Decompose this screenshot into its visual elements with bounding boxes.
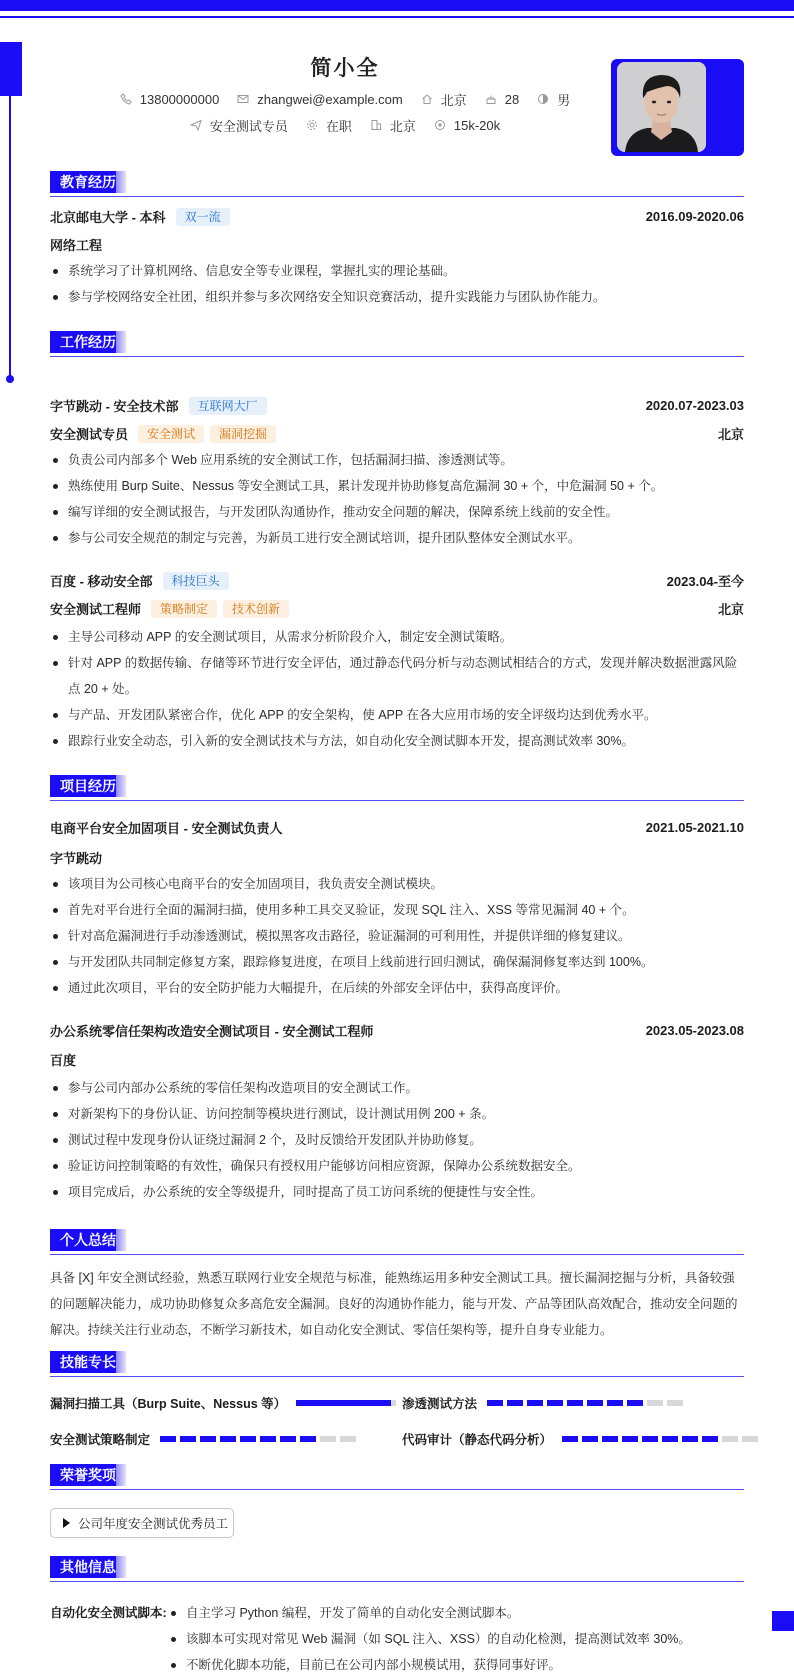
project-row: [50, 1021, 744, 1040]
home-icon: [421, 93, 433, 105]
skill-dot: [527, 1400, 543, 1406]
skill-level-dots: [562, 1436, 762, 1442]
skill-dot: [160, 1436, 176, 1442]
status-item: [306, 116, 352, 135]
triangle-icon: [63, 1518, 70, 1528]
section-tag-fade: [116, 331, 126, 353]
company-tag: 互联网大厂: [189, 397, 267, 415]
company-tag: 科技巨头: [163, 572, 229, 590]
gender-text: 男: [557, 92, 571, 108]
skill-item: [50, 1393, 396, 1413]
email-item: [237, 92, 402, 107]
list-item: 对新架构下的身份认证、访问控制等模块进行测试，设计测试用例 200 + 条。: [50, 1101, 744, 1127]
section-rule: [50, 1376, 744, 1377]
major-name: 网络工程: [50, 238, 103, 253]
skill-dot: [627, 1400, 643, 1406]
hometown-item: [421, 90, 467, 109]
skill-dot: [582, 1436, 598, 1442]
position-text: 安全测试专员: [209, 118, 288, 134]
section-tag-fade: [116, 775, 126, 797]
job-intent-row: [50, 112, 640, 138]
send-icon: [190, 119, 202, 131]
section-tag: 个人总结: [50, 1229, 126, 1251]
company-name: 百度 - 移动安全部: [50, 574, 153, 589]
skill-dot: [587, 1400, 603, 1406]
project-period: 2023.05-2023.08: [645, 1023, 744, 1038]
skill-dot: [340, 1436, 356, 1442]
project-row: [50, 818, 744, 837]
project-name: 办公系统零信任架构改造安全测试项目 - 安全测试工程师: [50, 1024, 374, 1039]
skill-dot: [682, 1436, 698, 1442]
section-title-honors: [50, 1464, 744, 1490]
list-item: 参与公司安全规范的制定与完善，为新员工进行安全测试培训，提升团队整体安全测试水平。: [50, 525, 744, 551]
major-row: [50, 235, 744, 254]
list-item: 参与学校网络安全社团，组织并参与多次网络安全知识竞赛活动，提升实践能力与团队协作能力。: [50, 284, 744, 310]
list-item: 不断优化脚本功能，目前已在公司内部小规模试用，获得同事好评。: [168, 1652, 744, 1678]
list-item: 跟踪行业安全动态，引入新的安全测试技术与方法，如自动化安全测试脚本开发，提高测试效率 30%。: [50, 728, 744, 754]
left-accent-dot: [6, 375, 14, 383]
skill-dot: [622, 1436, 638, 1442]
top-accent-bar: [0, 0, 794, 11]
role-tag: 安全测试: [138, 425, 204, 443]
job-location: 北京: [717, 427, 744, 442]
skill-label: 代码审计（静态代码分析）: [402, 1433, 553, 1447]
section-tag-fade: [116, 1351, 126, 1373]
education-period: 2016.09-2020.06: [645, 209, 744, 224]
position-item: [190, 116, 288, 135]
role-name: 安全测试专员: [50, 427, 129, 442]
skill-dot: [562, 1436, 578, 1442]
role-tag: 漏洞挖掘: [210, 425, 276, 443]
list-item: 该脚本可实现对常见 Web 漏洞（如 SQL 注入、XSS）的自动化检测，提高测试效率 30%。: [168, 1626, 744, 1652]
section-tag: 工作经历: [50, 331, 126, 353]
project-org: 百度: [50, 1053, 77, 1068]
project-org: 字节跳动: [50, 851, 103, 866]
salary-text: 15k-20k: [453, 117, 501, 133]
skill-dot: [180, 1436, 196, 1442]
list-item: 项目完成后，办公系统的安全等级提升，同时提高了员工访问系统的便捷性与安全性。: [50, 1179, 744, 1205]
list-item: 与产品、开发团队紧密合作，优化 APP 的安全架构，使 APP 在各大应用市场的安全评级均达到优秀水平。: [50, 702, 744, 728]
list-item: 针对 APP 的数据传输、存储等环节进行安全评估，通过静态代码分析与动态测试相结合的方式，发现并解决数据泄露风险点 20 + 处。: [50, 650, 744, 702]
skill-dot: [722, 1436, 738, 1442]
job-period: 2023.04-至今: [666, 574, 744, 589]
skill-label: 漏洞扫描工具（Burp Suite、Nessus 等）: [50, 1397, 287, 1411]
skill-dot: [507, 1400, 523, 1406]
role-tag: 策略制定: [151, 600, 217, 618]
section-title-projects: [50, 775, 744, 801]
skill-dot: [240, 1436, 256, 1442]
list-item: 针对高危漏洞进行手动渗透测试，模拟黑客攻击路径，验证漏洞的可利用性，并提供详细的修复建议。: [50, 923, 744, 949]
skill-dot: [662, 1436, 678, 1442]
list-item: 该项目为公司核心电商平台的安全加固项目，我负责安全测试模块。: [50, 871, 744, 897]
section-rule: [50, 800, 744, 801]
coin-icon: [434, 119, 446, 131]
phone-text: 13800000000: [139, 91, 220, 107]
skill-dot: [602, 1436, 618, 1442]
project-name: 电商平台安全加固项目 - 安全测试负责人: [50, 821, 283, 836]
hometown-text: 北京: [440, 92, 467, 108]
skill-dot: [647, 1400, 663, 1406]
skill-label: 安全测试策略制定: [50, 1433, 151, 1447]
section-tag: 荣誉奖项: [50, 1464, 126, 1486]
section-tag-fade: [116, 1464, 126, 1486]
list-item: 自主学习 Python 编程，开发了简单的自动化安全测试脚本。: [168, 1600, 744, 1626]
skill-level-dots: [487, 1400, 687, 1406]
list-item: 首先对平台进行全面的漏洞扫描，使用多种工具交叉验证，发现 SQL 注入、XSS 等常见漏洞 40 + 个。: [50, 897, 744, 923]
section-rule: [50, 356, 744, 357]
right-accent-block: [772, 1611, 794, 1631]
company-name: 字节跳动 - 安全技术部: [50, 399, 179, 414]
city-text: 北京: [389, 118, 416, 134]
skill-item: [402, 1429, 762, 1449]
section-tag: 其他信息: [50, 1556, 126, 1578]
resume-header: [50, 52, 640, 138]
skill-dot: [607, 1400, 623, 1406]
skill-dot: [667, 1400, 683, 1406]
gender-icon: [537, 93, 549, 105]
skill-dot: [567, 1400, 583, 1406]
project-org-row: [50, 848, 744, 867]
list-item: 主导公司移动 APP 的安全测试项目，从需求分析阶段介入，制定安全测试策略。: [50, 624, 744, 650]
project-bullets: [50, 1075, 744, 1205]
skill-dot: [547, 1400, 563, 1406]
phone-item: [120, 92, 220, 107]
section-tag: 项目经历: [50, 775, 126, 797]
skill-dot: [280, 1436, 296, 1442]
award-text: 公司年度安全测试优秀员工: [78, 1517, 229, 1531]
skill-dot: [642, 1436, 658, 1442]
status-text: 在职: [325, 118, 352, 134]
section-title-education: [50, 171, 744, 197]
skill-label: 渗透测试方法: [402, 1397, 478, 1411]
cake-icon: [485, 93, 497, 105]
job-period: 2020.07-2023.03: [645, 398, 744, 413]
avatar: [617, 62, 706, 152]
other-label: 自动化安全测试脚本:: [50, 1606, 167, 1620]
job-bullets: [50, 447, 744, 551]
left-accent-block: [0, 42, 22, 96]
skill-dot: [200, 1436, 216, 1442]
section-title-other: [50, 1556, 744, 1582]
contact-row: [50, 86, 640, 112]
section-tag-fade: [116, 1556, 126, 1578]
project-bullets: [50, 871, 744, 1001]
skill-dot: [487, 1400, 503, 1406]
age-text: 28: [504, 91, 520, 107]
job-bullets: [50, 624, 744, 754]
candidate-name: 简小全: [310, 57, 380, 80]
salary-item: [434, 118, 500, 133]
building-icon: [370, 119, 382, 131]
skill-item: [50, 1429, 360, 1449]
list-item: 参与公司内部办公系统的零信任架构改造项目的安全测试工作。: [50, 1075, 744, 1101]
section-tag-fade: [116, 1229, 126, 1251]
section-rule: [50, 196, 744, 197]
skill-dot: [702, 1436, 718, 1442]
left-accent-line: [9, 96, 11, 379]
school-name: 北京邮电大学 - 本科: [50, 210, 166, 225]
city-item: [370, 116, 416, 135]
skill-dot: [220, 1436, 236, 1442]
gender-item: [537, 90, 570, 109]
education-bullets: [50, 258, 744, 310]
other-bullets: [168, 1600, 744, 1678]
age-item: [485, 92, 519, 107]
section-tag-fade: [116, 171, 126, 193]
skill-dot: [320, 1436, 336, 1442]
skill-level-dots: [160, 1436, 360, 1442]
section-title-work: [50, 331, 744, 357]
job-company-row: [50, 571, 744, 590]
role-name: 安全测试工程师: [50, 602, 142, 617]
job-company-row: [50, 396, 744, 415]
skill-level-rest: [391, 1400, 396, 1406]
school-tag: 双一流: [176, 208, 230, 226]
list-item: 负责公司内部多个 Web 应用系统的安全测试工作，包括漏洞扫描、渗透测试等。: [50, 447, 744, 473]
job-role-row: [50, 599, 744, 618]
section-rule: [50, 1489, 744, 1490]
section-rule: [50, 1581, 744, 1582]
skill-item: [402, 1393, 687, 1413]
skill-level-bar: [296, 1400, 396, 1406]
section-rule: [50, 1254, 744, 1255]
list-item: 编写详细的安全测试报告，与开发团队沟通协作，推动安全问题的解决，保障系统上线前的安全性。: [50, 499, 744, 525]
gear-icon: [306, 119, 318, 131]
role-tag: 技术创新: [223, 600, 289, 618]
list-item: 通过此次项目，平台的安全防护能力大幅提升，在后续的外部安全评估中，获得高度评价。: [50, 975, 744, 1001]
job-location: 北京: [717, 602, 744, 617]
email-text: zhangwei@example.com: [257, 91, 403, 107]
phone-icon: [120, 93, 132, 105]
education-row: [50, 207, 744, 226]
section-title-skills: [50, 1351, 744, 1377]
list-item: 与开发团队共同制定修复方案，跟踪修复进度，在项目上线前进行回归测试，确保漏洞修复率达到 100%。: [50, 949, 744, 975]
project-org-row: [50, 1050, 744, 1069]
list-item: 系统学习了计算机网络、信息安全等专业课程，掌握扎实的理论基础。: [50, 258, 744, 284]
summary-text: 具备 [X] 年安全测试经验，熟悉互联网行业安全规范与标准，能熟练运用多种安全测试工具。擅长漏洞挖掘与分析，具备较强的问题解决能力，成功协助修复众多高危安全漏洞。良好的沟通协作能力，能与开发、产品等团队高效配合，推动安全问题的解决。持续关注行业动态，不断学习新技术，如自动化安全测试、零信任架构等，提升自身专业能力。: [50, 1271, 738, 1337]
skill-dot: [300, 1436, 316, 1442]
skill-dot: [260, 1436, 276, 1442]
mail-icon: [237, 93, 249, 105]
project-period: 2021.05-2021.10: [645, 820, 744, 835]
top-accent-line: [0, 16, 794, 18]
list-item: 熟练使用 Burp Suite、Nessus 等安全测试工具，累计发现并协助修复高危漏洞 30 + 个，中危漏洞 50 + 个。: [50, 473, 744, 499]
skill-dot: [742, 1436, 758, 1442]
list-item: 测试过程中发现身份认证绕过漏洞 2 个，及时反馈给开发团队并协助修复。: [50, 1127, 744, 1153]
section-title-summary: [50, 1229, 744, 1255]
job-role-row: [50, 424, 744, 443]
section-tag: 教育经历: [50, 171, 126, 193]
award-item: [50, 1508, 234, 1538]
list-item: 验证访问控制策略的有效性，确保只有授权用户能够访问相应资源，保障办公系统数据安全。: [50, 1153, 744, 1179]
section-tag: 技能专长: [50, 1351, 126, 1373]
